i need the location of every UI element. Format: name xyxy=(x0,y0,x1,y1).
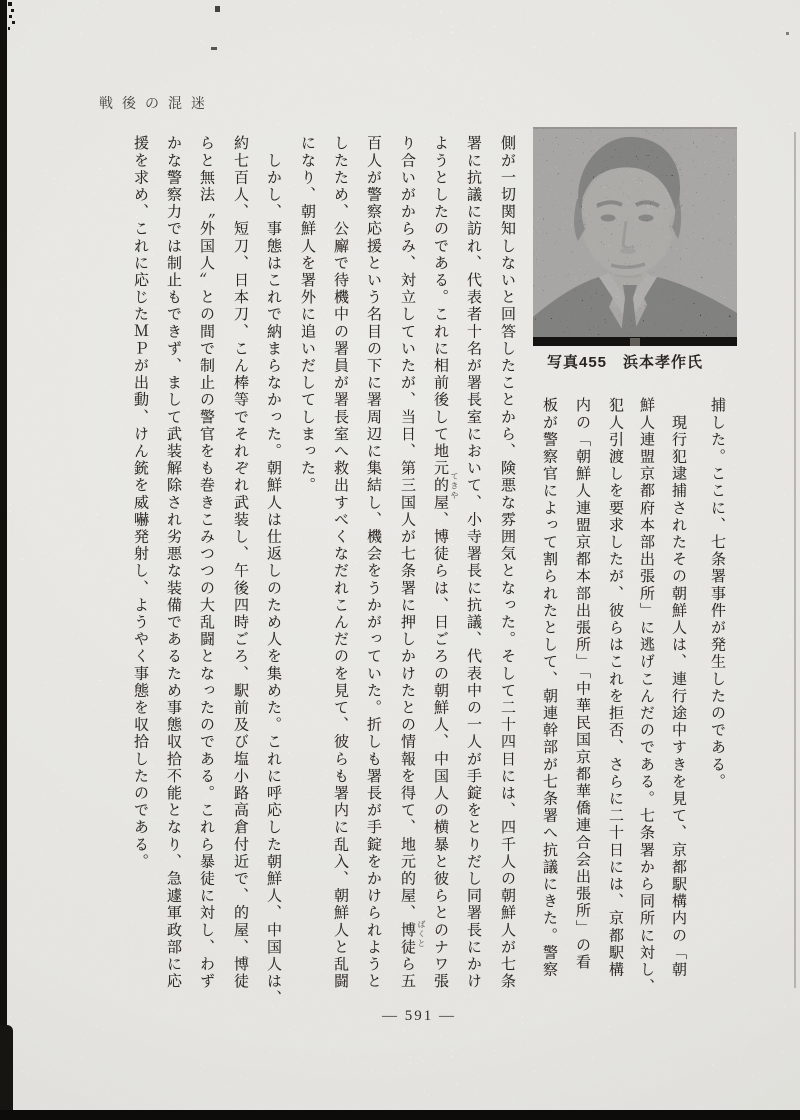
scan-speckle xyxy=(12,21,15,24)
text-column: 援を求め、これに応じたＭＰが出動、けん銃を威嚇発射し、ようやく事態を収拾したのである。 xyxy=(132,135,148,871)
text-column: 捕した。ここに、七条署事件が発生したのである。 xyxy=(709,397,725,791)
text-column: しかし、事態はこれで納まらなかった。朝鮮人は仕返しのため人を集めた。これに呼応した朝鮮人、中国人は、 xyxy=(265,135,281,1008)
text-column: 内の「朝鮮人連盟京都本部出張所」「中華民国京都華僑連合会出張所」の看 xyxy=(574,397,590,971)
furigana-label: ばくと xyxy=(417,920,426,949)
portrait-photo-image xyxy=(533,127,737,346)
text-column: かな警察力では制止もできず、まして武装解除され劣悪な装備であるため事態収拾不能となり、急遽軍政部に応 xyxy=(165,135,181,990)
text-column: 側が一切関知しないと回答したことから、険悪な雰囲気となった。そして二十四日には、四千人の朝鮮人が七条 xyxy=(499,135,515,990)
text-column: ようとしたのである。これに相前後して地元的屋、博徒らは、日ごろの朝鮮人、中国人の横暴と彼らとのナワ張 xyxy=(432,135,448,990)
portrait-photo xyxy=(533,127,737,346)
text-column: らと無法〝外国人〟との間で制止の警官をも巻きこみつつの大乱闘となったのである。これら暴徒に対し、わず xyxy=(198,135,214,990)
scan-edge-left-blob xyxy=(0,1025,13,1120)
text-column: 署に抗議に訪れ、代表者十名が署長室において、小寺署長に抗議、代表中の一人が手錠をとりだし同署長にかけ xyxy=(465,135,481,990)
text-column: 百人が警察応援という名目の下に署周辺に集結し、機会をうかがっていた。折しも署長が手錠をかけられようと xyxy=(365,135,381,990)
page-number: — 591 — xyxy=(382,1008,456,1024)
text-column: 板が警察官によって割られたとして、朝連幹部が七条署へ抗議にきた。警察 xyxy=(541,397,557,979)
photo-caption: 写真455 浜本孝作氏 xyxy=(547,354,704,371)
scan-speckle xyxy=(9,15,12,18)
text-column: したため、公廨で待機中の署員が署長室へ救出すべくなだれこんだのを見て、彼らも署内に乱入、朝鮮人と乱闘 xyxy=(332,135,348,990)
scan-edge-bottom xyxy=(0,1110,800,1120)
scan-speckle xyxy=(8,27,10,30)
text-column: り合いがからみ、対立していたが、当日、第三国人が七条署に押しかけたとの情報を得て、地元的屋、博徒ら五 xyxy=(399,135,415,990)
furigana-label: てきや xyxy=(450,472,459,501)
running-header: 戦後の混迷 xyxy=(99,95,214,111)
text-column: 約七百人、短刀、日本刀、こん棒等でそれぞれ武装し、午後四時ごろ、駅前及び塩小路高倉付近で、的屋、博徒 xyxy=(232,135,248,990)
text-column: 犯人引渡しを要求したが、彼らはこれを拒否、さらに二十日には、京都駅構 xyxy=(607,397,623,979)
text-column: になり、朝鮮人を署外に追いだしてしまった。 xyxy=(299,135,315,495)
scan-page-edge-line xyxy=(794,132,796,988)
scan-speckle xyxy=(786,32,789,35)
scan-speckle xyxy=(8,2,12,6)
scan-speckle xyxy=(211,47,217,50)
scan-speckle xyxy=(11,9,14,12)
text-column: 現行犯逮捕されたその朝鮮人は、連行途中すきを見て、京都駅構内の「朝 xyxy=(670,397,686,979)
scan-speckle xyxy=(215,6,220,12)
scan-edge-left xyxy=(0,0,7,1120)
text-column: 鮮人連盟京都府本部出張所」に逃げこんだのである。七条署から同所に対し、 xyxy=(638,397,654,996)
